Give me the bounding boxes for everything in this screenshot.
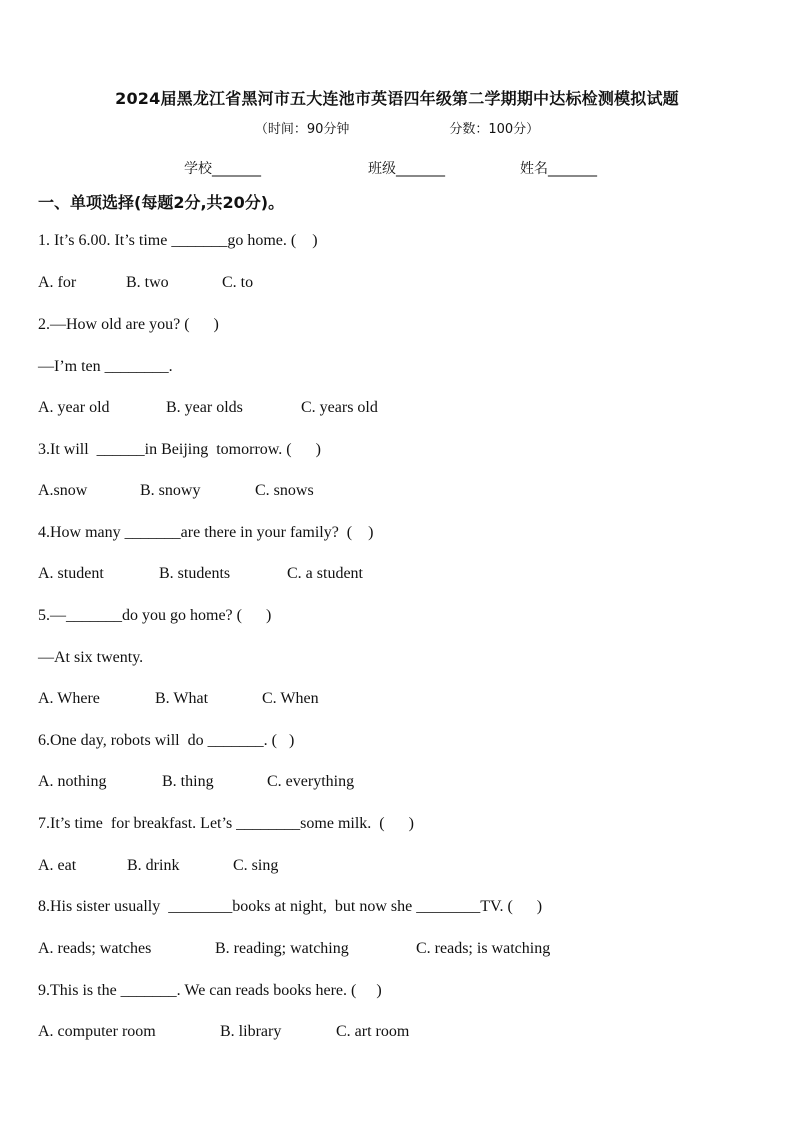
exam-score: 分数：100分） — [449, 122, 540, 137]
option-a: A. Where — [38, 690, 100, 707]
option-b: B. library — [220, 1023, 282, 1040]
exam-title: 2024届黑龙江省黑河市五大连池市英语四年级第二学期期中达标检测模拟试题 — [115, 89, 679, 108]
option-c: C. sing — [233, 857, 279, 874]
option-c: C. a student — [287, 565, 363, 582]
option-c: C. art room — [336, 1023, 410, 1040]
option-b: B. thing — [162, 773, 214, 790]
question-4-stem: 4.How many _______are there in your family? ( ) — [38, 524, 374, 541]
option-b: B. reading; watching — [215, 940, 349, 957]
option-a: A. eat — [38, 857, 77, 874]
option-b: B. year olds — [166, 399, 243, 416]
option-a: A. for — [38, 274, 77, 291]
option-a: A. reads; watches — [38, 940, 152, 957]
question-8-stem: 8.His sister usually ________books at night, but now she ________TV. ( ) — [38, 898, 543, 915]
option-b: B. drink — [127, 857, 180, 874]
option-c: C. years old — [301, 399, 378, 416]
option-c: C. reads; is watching — [416, 940, 551, 957]
question-1-stem: 1. It’s 6.00. It’s time _______go home. ( ) — [38, 232, 318, 249]
question-9-stem: 9.This is the _______. We can reads books here. ( ) — [38, 982, 382, 999]
option-c: C. to — [222, 274, 254, 291]
question-6-stem: 6.One day, robots will do _______. ( ) — [38, 732, 295, 749]
option-b: B. two — [126, 274, 169, 291]
school-field: 学校_______ — [184, 161, 261, 177]
option-b: B. students — [159, 565, 231, 582]
option-a: A.snow — [38, 482, 88, 499]
option-a: A. computer room — [38, 1023, 156, 1040]
option-c: C. snows — [255, 482, 314, 499]
section-heading: 一、单项选择(每题2分,共20分)。 — [38, 193, 285, 212]
question-5-stem: 5.—_______do you go home? ( ) — [38, 607, 272, 624]
option-b: B. What — [155, 690, 209, 707]
question-7-stem: 7.It’s time for breakfast. Let’s ________some milk. ( ) — [38, 815, 414, 832]
exam-time: （时间：90分钟 — [254, 122, 350, 137]
question-3-stem: 3.It will ______in Beijing tomorrow. ( ) — [38, 441, 321, 458]
option-c: C. everything — [267, 773, 355, 790]
exam-meta — [0, 118, 794, 137]
question-2-answer-stem: —I’m ten ________. — [38, 358, 173, 375]
question-5-answer-stem: —At six twenty. — [38, 649, 144, 666]
class-field: 班级_______ — [368, 161, 445, 177]
name-field: 姓名_______ — [520, 161, 597, 177]
option-b: B. snowy — [140, 482, 201, 499]
option-a: A. year old — [38, 399, 110, 416]
question-2-stem: 2.—How old are you? ( ) — [38, 316, 219, 333]
option-c: C. When — [262, 690, 319, 707]
option-a: A. nothing — [38, 773, 107, 790]
option-a: A. student — [38, 565, 104, 582]
